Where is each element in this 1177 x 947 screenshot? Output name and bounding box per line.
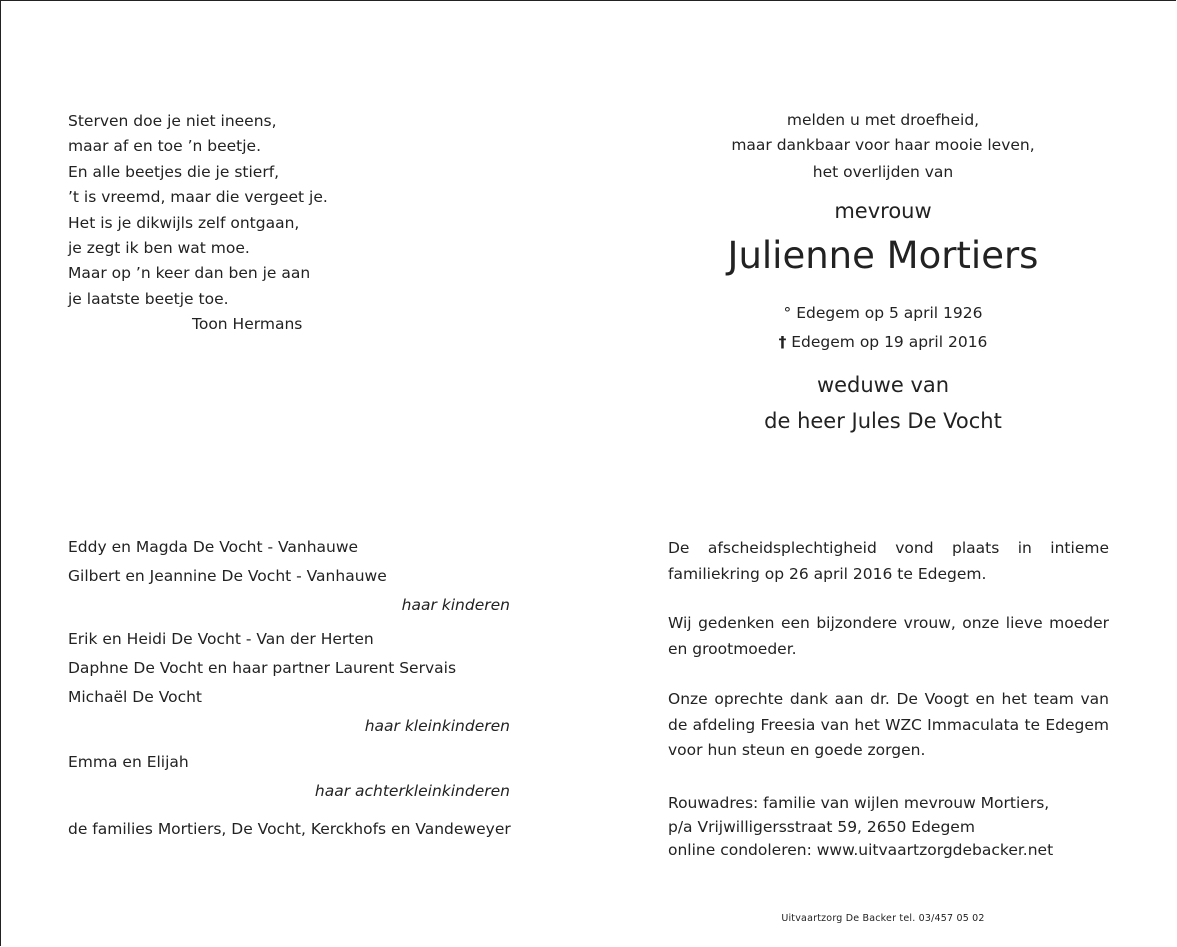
thanks-paragraph: Onze oprechte dank aan dr. De Voogt en het team van de afdeling Freesia van het WZC Immaculata te Edegem voor hun steun en goede zorgen. xyxy=(668,690,1109,759)
poem-line: maar af en toe ’n beetje. xyxy=(68,137,262,156)
family-row: Erik en Heidi De Vocht - Van der Herten xyxy=(68,630,374,648)
thanks-text xyxy=(668,687,1109,764)
poem-author: Toon Hermans xyxy=(192,315,303,334)
family-role: haar kinderen xyxy=(401,596,510,614)
family-row: Eddy en Magda De Vocht - Vanhauwe xyxy=(68,538,359,556)
birth-symbol: ° xyxy=(783,304,792,322)
family-row: de families Mortiers, De Vocht, Kerckhofs en Vandeweyer xyxy=(68,820,511,838)
remembrance-paragraph: Wij gedenken een bijzondere vrouw, onze lieve moeder en grootmoeder. xyxy=(668,614,1109,658)
intro-line-2: maar dankbaar voor haar mooie leven, xyxy=(731,136,1035,154)
death-info xyxy=(634,333,1132,351)
family-row: Gilbert en Jeannine De Vocht - Vanhauwe xyxy=(68,567,387,585)
deceased-name: Julienne Mortiers xyxy=(727,234,1039,277)
address-line: p/a Vrijwilligersstraat 59, 2650 Edegem xyxy=(668,817,975,836)
family-role: haar achterkleinkinderen xyxy=(314,782,510,800)
family-row: Michaël De Vocht xyxy=(68,688,202,706)
poem xyxy=(68,109,328,338)
poem-line: Het is je dikwijls zelf ontgaan, xyxy=(68,213,300,232)
widow-of: weduwe van xyxy=(816,373,950,397)
intro-line-1: melden u met droefheid, xyxy=(786,111,980,129)
intro-line-3: het overlijden van xyxy=(812,163,954,181)
remembrance-text xyxy=(668,611,1109,662)
funeral-home-footer: Uitvaartzorg De Backer tel. 03/457 05 02 xyxy=(781,913,985,924)
poem-line: je laatste beetje toe. xyxy=(68,289,229,308)
poem-line: En alle beetjes die je stierf, xyxy=(68,162,280,181)
address-line: online condoleren: www.uitvaartzorgdebacker.net xyxy=(668,841,1054,859)
cross-icon: † xyxy=(778,333,787,351)
address-line: Rouwadres: familie van wijlen mevrouw Mortiers, xyxy=(668,794,1050,812)
poem-line: Sterven doe je niet ineens, xyxy=(68,112,277,130)
ceremony-text xyxy=(668,536,1109,587)
ceremony-paragraph: De afscheidsplechtigheid vond plaats in intieme familiekring op 26 april 2016 te Edegem. xyxy=(668,539,1109,583)
family-row: Daphne De Vocht en haar partner Laurent Servais xyxy=(68,659,457,677)
family-row: Emma en Elijah xyxy=(68,753,189,771)
death-text: Edegem op 19 april 2016 xyxy=(791,333,988,351)
poem-line: je zegt ik ben wat moe. xyxy=(68,238,250,257)
birth-info xyxy=(634,304,1132,322)
poem-line: ’t is vreemd, maar die vergeet je. xyxy=(68,188,328,207)
spouse-name: de heer Jules De Vocht xyxy=(764,409,1002,433)
family-role: haar kleinkinderen xyxy=(364,717,510,735)
poem-line: Maar op ’n keer dan ben je aan xyxy=(68,264,311,283)
deceased-title: mevrouw xyxy=(834,199,932,223)
address-block xyxy=(668,792,1109,863)
birth-text: Edegem op 5 april 1926 xyxy=(796,304,983,322)
